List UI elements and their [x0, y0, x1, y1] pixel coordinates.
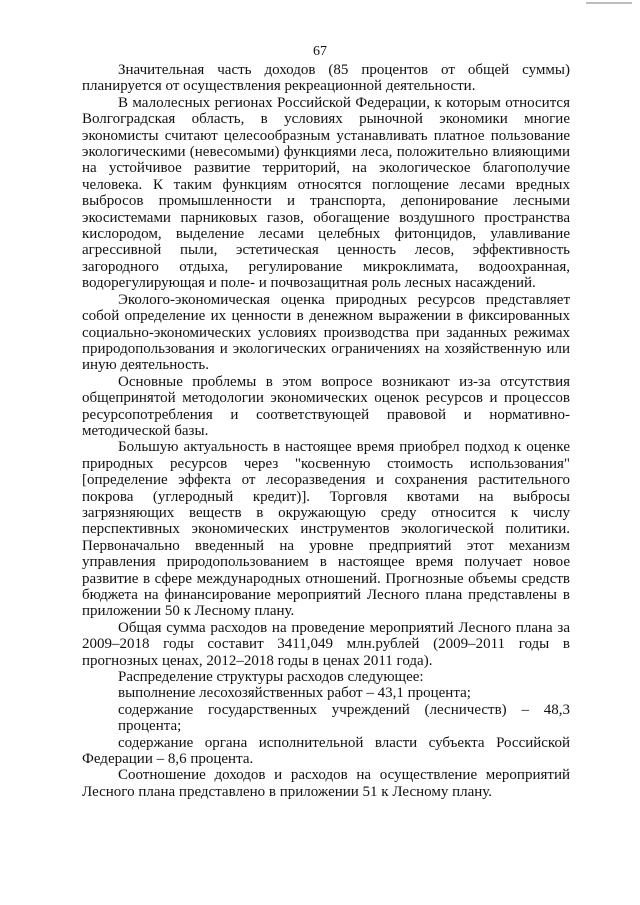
- paragraph-income-share: Значительная часть доходов (85 процентов от общей суммы) планируется от осуществления рекреационной деятельности.: [82, 62, 570, 95]
- paragraph-expense-structure: Распределение структуры расходов следующее:: [118, 669, 424, 686]
- expense-item: содержание государственных учреждений (лесничеств) – 48,3 процента;: [118, 701, 570, 735]
- expense-item: содержание органа исполнительной власти субъекта Российской Федерации – 8,6 процента.: [82, 734, 570, 768]
- expense-item: выполнение лесохозяйственных работ – 43,1 процента;: [118, 685, 471, 702]
- paragraph-economic-assessment: Эколого-экономическая оценка природных ресурсов представляет собой определение их ценности в денежном выражении в фиксированных социально-экономических условиях производства при заданных режимах природопользования и экологических ограничениях на хозяйственную или иную деятельность.: [82, 291, 570, 374]
- page-number: 67: [313, 44, 327, 59]
- paragraph-main-problems: Основные проблемы в этом вопросе возникают из-за отсутствия общепринятой методологии экономических оценок ресурсов и процессов ресурсопотребления и соответствующей правовой и нормативно-методической базы.: [82, 373, 570, 439]
- paragraph-indirect-value: Большую актуальность в настоящее время приобрел подход к оценке природных ресурсов через "косвенную стоимость использования" [определение эффекта от лесоразведения и сохранения растительного покрова (углеродный кредит)]. Торговля квотами на выбросы загрязняющих веществ в окружающую среду относится к числу перспективных экономических инструментов экологической политики. Первоначально введенный на уровне предприятий этот механизм управления природопользованием в настоящее время получает новое развитие в сфере международных отношений. Прогнозные объемы средств бюджета на финансирование мероприятий Лесного плана представлены в приложении 50 к Лесному плану.: [82, 439, 570, 620]
- scan-mark: [586, 2, 632, 4]
- paragraph-ecological-functions: В малолесных регионах Российской Федерации, к которым относится Волгоградская область, в условиях рыночной экономики многие экономисты считают целесообразным устанавливать платное пользование экологическими (невесомыми) функциями леса, положительно влияющими на устойчивое развитие территорий, на экологическое благополучие человека. К таким функциям относятся поглощение лесами вредных выбросов промышленности и транспорта, депонирование лесными экосистемами парниковых газов, обогащение воздушного пространства кислородом, выделение лесами целебных фитонцидов, улавливание агрессивной пыли, эстетическая ценность лесов, эффективность загородного отдыха, регулирование микроклимата, водоохранная, водорегулирующая и поле- и почвозащитная роль лесных насаждений.: [82, 94, 570, 292]
- paragraph-closing: Соотношение доходов и расходов на осуществление мероприятий Лесного плана представлено в приложении 51 к Лесному плану.: [82, 767, 570, 800]
- document-body: [82, 62, 570, 800]
- paragraph-total-expenses: Общая сумма расходов на проведение мероприятий Лесного плана за 2009–2018 годы составит 3411,049 млн.рублей (2009–2011 годы в прогнозных ценах, 2012–2018 годы в ценах 2011 года).: [82, 619, 570, 669]
